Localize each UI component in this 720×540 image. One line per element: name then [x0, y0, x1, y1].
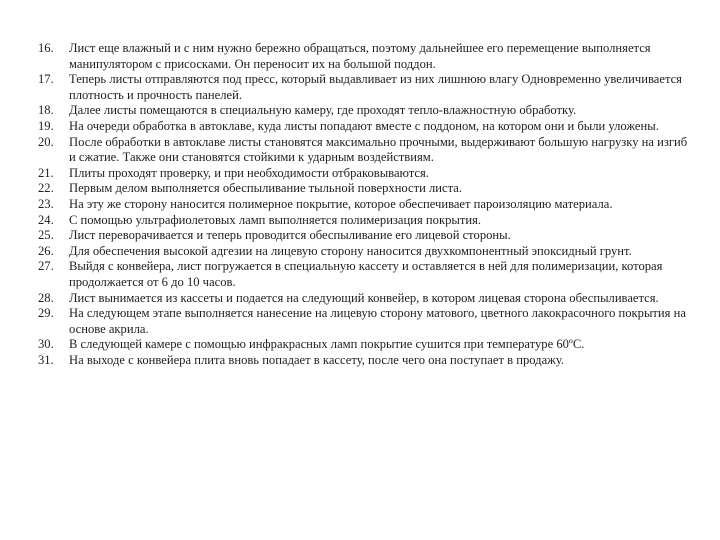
- list-item: [38, 41, 688, 72]
- item-number: 26.: [38, 243, 54, 258]
- item-number: 21.: [38, 165, 54, 180]
- item-number: 16.: [38, 41, 54, 55]
- item-number: 18.: [38, 103, 54, 118]
- item-text: На эту же сторону наносится полимерное покрытие, которое обеспечивает пароизоляцию материала.: [69, 196, 613, 211]
- item-number: 31.: [38, 352, 54, 367]
- list-item: [38, 353, 688, 369]
- item-text: Для обеспечения высокой адгезии на лицевую сторону наносится двухкомпонентный эпоксидный грунт.: [69, 243, 632, 258]
- list-item: [38, 197, 688, 213]
- item-number: 27.: [38, 259, 54, 274]
- item-text: Первым делом выполняется обеспыливание тыльной поверхности листа.: [69, 181, 463, 196]
- list-item: [38, 244, 688, 260]
- list-item: [38, 228, 688, 244]
- list-item: [38, 181, 688, 197]
- list-item: [38, 135, 688, 166]
- list-item: [38, 166, 688, 182]
- item-number: 30.: [38, 337, 54, 352]
- item-text: Теперь листы отправляются под пресс, который выдавливает из них лишнюю влагу Одновременно увеличивается плотность и прочность панелей.: [69, 72, 682, 102]
- list-item: [38, 213, 688, 229]
- item-text: На следующем этапе выполняется нанесение на лицевую сторону матового, цветного лакокрасочного покрытия на основе акрила.: [69, 306, 686, 336]
- item-text: После обработки в автоклаве листы становятся максимально прочными, выдерживают большую нагрузку на изгиб и сжатие. Также они становятся стойкими к ударным воздействиям.: [69, 134, 688, 165]
- item-text: Лист вынимается из кассеты и подается на следующий конвейер, в котором лицевая сторона обеспыливается.: [69, 290, 659, 305]
- item-text: На выходе с конвейера плита вновь попадает в кассету, после чего она поступает в продажу.: [69, 352, 565, 367]
- item-number: 22.: [38, 181, 54, 196]
- list-item: [38, 72, 688, 103]
- list-item: [38, 291, 688, 307]
- item-number: 28.: [38, 290, 54, 305]
- list-item: [38, 306, 688, 337]
- item-text: Выйдя с конвейера, лист погружается в специальную кассету и оставляется в ней для полимеризации, которая продолжается от 6 до 10 часов.: [69, 259, 663, 289]
- item-text: На очереди обработка в автоклаве, куда листы попадают вместе с поддоном, на котором они и были уложены.: [69, 118, 659, 133]
- list-item: [38, 259, 688, 290]
- item-number: 19.: [38, 118, 54, 133]
- item-text: С помощью ультрафиолетовых ламп выполняется полимеризация покрытия.: [69, 212, 482, 227]
- item-number: 17.: [38, 72, 54, 87]
- numbered-step-list: [38, 41, 688, 368]
- item-text: Лист еще влажный и с ним нужно бережно обращаться, поэтому дальнейшее его перемещение выполняется манипулятором с присосками. Он переносит их на большой поддон.: [69, 41, 651, 71]
- list-item: [38, 103, 688, 119]
- item-number: 23.: [38, 196, 54, 211]
- item-text: Далее листы помещаются в специальную камеру, где проходят тепло-влажностную обработку.: [69, 103, 577, 118]
- item-number: 25.: [38, 228, 54, 243]
- item-text: В следующей камере с помощью инфракрасных ламп покрытие сушится при температуре 60ºС.: [69, 337, 585, 352]
- item-text: Плиты проходят проверку, и при необходимости отбраковываются.: [69, 165, 429, 180]
- item-number: 29.: [38, 306, 54, 321]
- item-number: 20.: [38, 134, 54, 149]
- item-number: 24.: [38, 212, 54, 227]
- list-item: [38, 337, 688, 353]
- list-item: [38, 119, 688, 135]
- item-text: Лист переворачивается и теперь проводится обеспыливание его лицевой стороны.: [69, 228, 511, 243]
